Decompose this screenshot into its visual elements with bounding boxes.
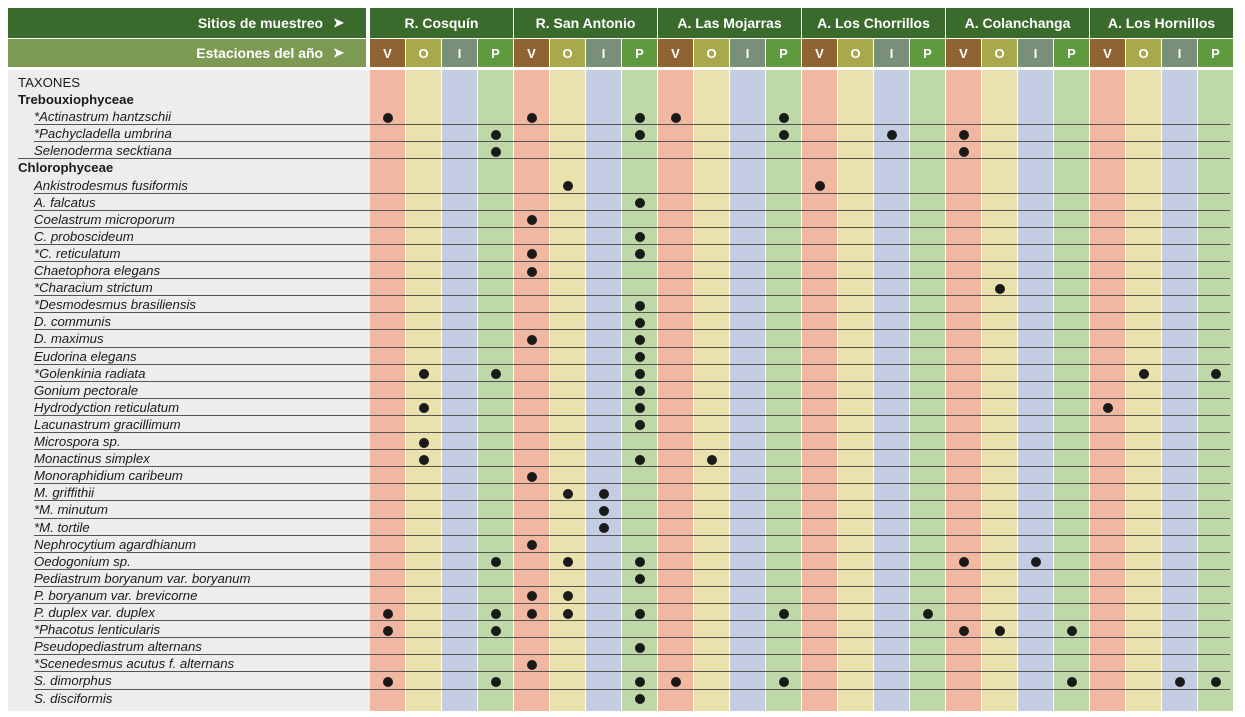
presence-dot bbox=[527, 249, 537, 259]
taxon-label: Gonium pectorale bbox=[34, 382, 139, 398]
site-header-2: R. San Antonio bbox=[514, 8, 657, 38]
presence-dot bbox=[1211, 369, 1221, 379]
season-column-O bbox=[406, 70, 441, 711]
taxon-label: *Phacotus lenticularis bbox=[34, 622, 161, 638]
season-column-O bbox=[1126, 70, 1161, 711]
taxon-label: P. duplex var. duplex bbox=[34, 605, 155, 620]
site-header-3: A. Las Mojarras bbox=[658, 8, 801, 38]
presence-dot bbox=[635, 352, 645, 362]
taxon-label: *Actinastrum hantzschii bbox=[34, 109, 172, 125]
presence-dot bbox=[635, 609, 645, 619]
row-separator bbox=[34, 466, 1230, 467]
season-header-P: P bbox=[766, 39, 801, 67]
presence-dot bbox=[1067, 677, 1077, 687]
row-separator bbox=[34, 312, 1230, 313]
presence-dot bbox=[635, 113, 645, 123]
row-separator bbox=[34, 278, 1230, 279]
row-separator bbox=[34, 552, 1230, 553]
presence-dot bbox=[419, 369, 429, 379]
season-column-I bbox=[1162, 70, 1197, 711]
row-separator bbox=[34, 671, 1230, 672]
presence-dot bbox=[563, 181, 573, 191]
presence-dot bbox=[635, 557, 645, 567]
presence-dot bbox=[527, 540, 537, 550]
taxon-label: Pediastrum boryanum var. boryanum bbox=[34, 570, 251, 586]
presence-dot bbox=[779, 609, 789, 619]
row-separator bbox=[34, 295, 1230, 296]
season-header-V: V bbox=[1090, 39, 1125, 67]
presence-dot bbox=[527, 335, 537, 345]
row-separator bbox=[34, 124, 1230, 125]
taxon-label: *M. tortile bbox=[34, 519, 90, 535]
arrow-right-icon: ➤ bbox=[333, 45, 344, 60]
presence-dot bbox=[1031, 557, 1041, 567]
row-separator bbox=[34, 244, 1230, 245]
taxon-label: D. communis bbox=[34, 314, 111, 330]
presence-dot bbox=[635, 455, 645, 465]
presence-dot bbox=[383, 626, 393, 636]
season-header-V: V bbox=[370, 39, 405, 67]
taxon-label: A. falcatus bbox=[34, 194, 96, 210]
sites-header-text: Sitios de muestreo bbox=[197, 15, 324, 31]
taxon-label: S. disciformis bbox=[34, 690, 113, 706]
taxon-label: Monoraphidium caribeum bbox=[34, 468, 183, 484]
site-header-5: A. Colanchanga bbox=[946, 8, 1089, 38]
row-separator bbox=[18, 158, 1230, 159]
season-column-O bbox=[982, 70, 1017, 711]
season-header-O: O bbox=[982, 39, 1017, 67]
season-column-I bbox=[1018, 70, 1053, 711]
row-separator bbox=[34, 398, 1230, 399]
presence-dot bbox=[635, 420, 645, 430]
presence-dot bbox=[419, 455, 429, 465]
presence-dot bbox=[563, 557, 573, 567]
row-separator bbox=[34, 415, 1230, 416]
site-header-1: R. Cosquín bbox=[370, 8, 513, 38]
presence-dot bbox=[707, 455, 717, 465]
presence-dot bbox=[779, 677, 789, 687]
presence-dot bbox=[959, 147, 969, 157]
taxon-label: *M. minutum bbox=[34, 502, 109, 518]
season-header-V: V bbox=[514, 39, 549, 67]
season-header-P: P bbox=[622, 39, 657, 67]
taxon-label: *Pachycladella umbrina bbox=[34, 126, 172, 142]
presence-dot bbox=[635, 130, 645, 140]
presence-dot bbox=[815, 181, 825, 191]
presence-dot bbox=[635, 643, 645, 653]
presence-dot bbox=[491, 557, 501, 567]
presence-dot bbox=[995, 626, 1005, 636]
season-header-O: O bbox=[694, 39, 729, 67]
presence-dot bbox=[635, 301, 645, 311]
taxon-label: D. maximus bbox=[34, 331, 104, 347]
presence-dot bbox=[959, 626, 969, 636]
presence-dot bbox=[635, 386, 645, 396]
row-separator bbox=[34, 586, 1230, 587]
season-column-V bbox=[946, 70, 981, 711]
presence-dot bbox=[671, 677, 681, 687]
presence-dot bbox=[779, 113, 789, 123]
site-header-6: A. Los Hornillos bbox=[1090, 8, 1233, 38]
presence-dot bbox=[779, 130, 789, 140]
season-column-P bbox=[1054, 70, 1089, 711]
season-header-O: O bbox=[406, 39, 441, 67]
row-separator bbox=[34, 637, 1230, 638]
taxon-label: Oedogonium sp. bbox=[34, 553, 131, 569]
season-column-V bbox=[802, 70, 837, 711]
taxon-label: M. griffithii bbox=[34, 485, 95, 501]
season-column-O bbox=[838, 70, 873, 711]
season-header-I: I bbox=[586, 39, 621, 67]
taxon-label: Hydrodyction reticulatum bbox=[34, 399, 180, 415]
taxon-label: Chaetophora elegans bbox=[34, 263, 161, 278]
presence-dot bbox=[527, 472, 537, 482]
presence-dot bbox=[635, 369, 645, 379]
season-header-V: V bbox=[658, 39, 693, 67]
presence-dot bbox=[383, 677, 393, 687]
presence-dot bbox=[527, 609, 537, 619]
taxon-label: *Golenkinia radiata bbox=[34, 365, 146, 381]
taxon-label: *Scenedesmus acutus f. alternans bbox=[34, 656, 235, 672]
season-header-O: O bbox=[550, 39, 585, 67]
presence-dot bbox=[671, 113, 681, 123]
season-header-I: I bbox=[1162, 39, 1197, 67]
season-header-P: P bbox=[910, 39, 945, 67]
season-header-P: P bbox=[1054, 39, 1089, 67]
presence-dot bbox=[527, 267, 537, 277]
row-separator bbox=[34, 500, 1230, 501]
presence-dot bbox=[527, 660, 537, 670]
taxon-label: Microspora sp. bbox=[34, 434, 121, 449]
row-separator bbox=[34, 603, 1230, 604]
taxon-group-label: Chlorophyceae bbox=[18, 160, 114, 176]
taxon-label: C. proboscideum bbox=[34, 228, 134, 244]
row-separator bbox=[34, 141, 1230, 142]
taxon-label: Monactinus simplex bbox=[34, 451, 150, 467]
row-separator bbox=[34, 689, 1230, 690]
taxon-label: *C. reticulatum bbox=[34, 245, 121, 261]
season-header-I: I bbox=[442, 39, 477, 67]
row-separator bbox=[34, 364, 1230, 365]
season-column-V bbox=[1090, 70, 1125, 711]
taxon-label: Ankistrodesmus fusiformis bbox=[34, 177, 188, 193]
presence-dot bbox=[527, 591, 537, 601]
row-separator bbox=[34, 518, 1230, 519]
season-column-P bbox=[1198, 70, 1233, 711]
taxon-label: Coelastrum microporum bbox=[34, 211, 175, 227]
season-column-I bbox=[874, 70, 909, 711]
taxon-group-label: Trebouxiophyceae bbox=[18, 92, 134, 107]
presence-dot bbox=[635, 232, 645, 242]
taxon-label: Lacunastrum gracillimum bbox=[34, 416, 181, 432]
presence-dot bbox=[635, 694, 645, 704]
season-header-I: I bbox=[874, 39, 909, 67]
row-separator bbox=[34, 620, 1230, 621]
season-header-V: V bbox=[946, 39, 981, 67]
presence-dot bbox=[635, 335, 645, 345]
presence-dot bbox=[635, 198, 645, 208]
presence-dot bbox=[383, 609, 393, 619]
taxa-title: TAXONES bbox=[18, 75, 81, 90]
presence-dot bbox=[959, 130, 969, 140]
row-separator bbox=[34, 535, 1230, 536]
season-header-I: I bbox=[1018, 39, 1053, 67]
presence-dot bbox=[635, 318, 645, 328]
presence-dot bbox=[563, 609, 573, 619]
seasons-header-text: Estaciones del año bbox=[196, 45, 324, 61]
season-header-P: P bbox=[1198, 39, 1233, 67]
presence-dot bbox=[995, 284, 1005, 294]
row-separator bbox=[34, 449, 1230, 450]
presence-dot bbox=[599, 506, 609, 516]
season-header-V: V bbox=[802, 39, 837, 67]
presence-dot bbox=[563, 489, 573, 499]
presence-dot bbox=[1211, 677, 1221, 687]
presence-dot bbox=[527, 113, 537, 123]
presence-dot bbox=[527, 215, 537, 225]
season-header-O: O bbox=[838, 39, 873, 67]
site-header-4: A. Los Chorrillos bbox=[802, 8, 945, 38]
presence-dot bbox=[887, 130, 897, 140]
presence-dot bbox=[491, 626, 501, 636]
presence-dot bbox=[635, 403, 645, 413]
presence-dot bbox=[923, 609, 933, 619]
presence-dot bbox=[1067, 626, 1077, 636]
presence-dot bbox=[491, 369, 501, 379]
row-separator bbox=[34, 329, 1230, 330]
presence-dot bbox=[959, 557, 969, 567]
season-header-P: P bbox=[478, 39, 513, 67]
presence-dot bbox=[1103, 403, 1113, 413]
row-separator bbox=[34, 483, 1230, 484]
taxon-label: Selenoderma secktiana bbox=[34, 143, 172, 159]
row-separator bbox=[34, 210, 1230, 211]
row-separator bbox=[34, 381, 1230, 382]
presence-dot bbox=[599, 489, 609, 499]
taxon-label: Pseudopediastrum alternans bbox=[34, 639, 202, 655]
row-separator bbox=[34, 432, 1230, 433]
presence-dot bbox=[599, 523, 609, 533]
season-column-I bbox=[730, 70, 765, 711]
presence-dot bbox=[419, 403, 429, 413]
presence-dot bbox=[491, 147, 501, 157]
row-separator bbox=[34, 227, 1230, 228]
taxon-label: S. dimorphus bbox=[34, 673, 112, 689]
season-column-O bbox=[694, 70, 729, 711]
season-header-I: I bbox=[730, 39, 765, 67]
presence-dot bbox=[1139, 369, 1149, 379]
taxon-label: *Desmodesmus brasiliensis bbox=[34, 297, 196, 313]
presence-dot bbox=[419, 438, 429, 448]
presence-dot bbox=[491, 677, 501, 687]
row-separator bbox=[34, 193, 1230, 194]
taxon-label: Nephrocytium agardhianum bbox=[34, 536, 196, 552]
taxon-label: Eudorina elegans bbox=[34, 348, 137, 364]
season-column-I bbox=[586, 70, 621, 711]
presence-dot bbox=[635, 249, 645, 259]
presence-dot bbox=[383, 113, 393, 123]
season-column-V bbox=[658, 70, 693, 711]
presence-dot bbox=[491, 130, 501, 140]
presence-dot bbox=[1175, 677, 1185, 687]
presence-dot bbox=[563, 591, 573, 601]
seasons-header-label bbox=[8, 39, 366, 67]
row-separator bbox=[34, 347, 1230, 348]
presence-dot bbox=[635, 574, 645, 584]
arrow-right-icon: ➤ bbox=[333, 15, 344, 30]
presence-dot bbox=[491, 609, 501, 619]
presence-dot bbox=[635, 677, 645, 687]
season-header-O: O bbox=[1126, 39, 1161, 67]
row-separator bbox=[34, 261, 1230, 262]
taxon-label: *Characium strictum bbox=[34, 280, 153, 296]
sites-header-label bbox=[8, 8, 366, 38]
taxon-label: P. boryanum var. brevicorne bbox=[34, 587, 198, 603]
season-column-I bbox=[442, 70, 477, 711]
